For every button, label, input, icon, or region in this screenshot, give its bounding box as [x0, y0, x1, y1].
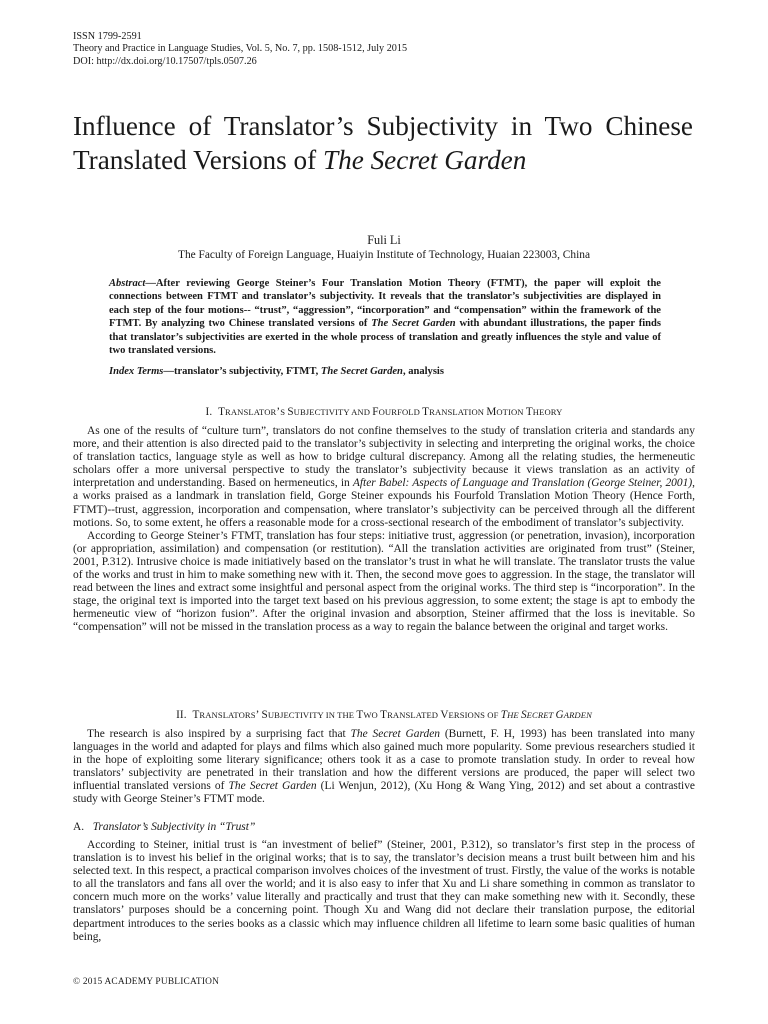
abstract-italic: The Secret Garden [371, 318, 456, 330]
journal-header [73, 31, 407, 68]
paper-page [73, 0, 695, 1024]
section-2-body [73, 728, 695, 807]
paragraph: According to Steiner, initial trust is “an investment of belief” (Steiner, 2001, P.312), so translator’s first step in the process of translation is to invest his belief in the original works; that is to say, the translator’s decision means a trust built between him and his selected text. In this respect, a practical comparison involves choices of the investment of trust. Firstly, the value of the works is notable to all the translators and fans all over the world; and it is also easy to infer that Xu and Li share something in common as translator to concern much more on the works’ value literally and practically and trust that they can make something new with it. Secondly, these translators’ purposes should be a concerning point. Though Xu and Wang did not declare their translation purpose, the editorial department introduces to the series books as a classic which may influence children all lifetime to learn some basic qualities of human being, [73, 839, 695, 943]
abstract-text: —After reviewing George Steiner’s Four Translation Motion Theory (FTMT), the paper will exploit the connections between FTMT and translator’s subjectivity. It reveals that the translator’s subjectivities are displayed in each step of the four motions-- “trust”, “aggression”, “incorporation” and “compensation” within the framework of the FTMT. By analyzing two Chinese translated versions of [109, 278, 661, 330]
index-terms [109, 365, 661, 378]
subsection-a-body [73, 839, 695, 944]
section-2-heading: II. TRANSLATORS’ SUBJECTIVITY IN THE TWO TRANSLATED VERSIONS OF THE SECRET GARDEN [176, 709, 592, 721]
copyright-footer: © 2015 ACADEMY PUBLICATION [73, 977, 220, 987]
doi-link[interactable]: DOI: http://dx.doi.org/10.17507/tpls.0507.26 [73, 55, 257, 67]
title-italic: The Secret Garden [322, 145, 527, 175]
title-main: Influence of Translator’s Subjectivity in Two Chinese Translated Versions of [73, 111, 693, 175]
issn: ISSN 1799-2591 [73, 31, 142, 42]
section-1-body [73, 425, 695, 635]
section-1-heading: I. TRANSLATOR’S SUBJECTIVITY AND FOURFOLD TRANSLATION MOTION THEORY [205, 406, 563, 418]
paper-title [73, 109, 693, 177]
index-terms-italic: The Secret Garden [320, 366, 403, 377]
journal-citation: Theory and Practice in Language Studies, Vol. 5, No. 7, pp. 1508-1512, July 2015 [73, 43, 408, 55]
paragraph: The research is also inspired by a surprising fact that The Secret Garden (Burnett, F. H, 1993) has been translated into many languages in the world and adapted for plays and films which also gained much more popularity. Some previous researchers studied it in the hope of exploiting some literary significance; others took it as a case to promote translation study. In order to reveal how translators’ subjectivity are penetrated in their translation and how the different versions are produced, the paper will select two influential translated versions of The Secret Garden (Li Wenjun, 2012), (Xu Hong & Wang Ying, 2012) and set about a contrastive study with George Steiner’s FTMT mode. [73, 728, 696, 806]
abstract-label: Abstract [109, 278, 146, 289]
author-name: Fuli Li [367, 233, 401, 247]
paragraph: According to George Steiner’s FTMT, translation has four steps: initiative trust, aggression (or penetration, invasion), incorporation (or appropriation, assimilation) and compensation (or restitution). “All the translation activities are originated from trust” (Steiner, 2001, P.312). Intrusive choice is made initiatively based on the translator’s trust in what he will translate. The translator trusts the value of the works and trust in him to make something new with it. Then, the second move goes to aggression. In the stage, the translator will read between the lines and extract some insightful and personal aspect from the original works. The third step is “incorporation”. In the stage, the original text is imported into the target text based on his previous aggression, to some extent; the stage is apt to embody the hermeneutic view of “horizon fusion”. After the original invasion and absorption, Steiner affirmed that the loss is inevitable. So “compensation” will not be missed in the translation process as a way to regain the balance between the original and target works. [73, 529, 695, 634]
author-affiliation: The Faculty of Foreign Language, Huaiyin Institute of Technology, Huaian 223003, China [177, 249, 591, 261]
index-terms-text: —translator’s subjectivity, FTMT, [163, 366, 321, 377]
abstract-text-end: with abundant illustrations, the paper finds that translator’s subjectivities are exerted in the whole process of translation and greatly influences the style and value of two translated versions. [109, 318, 661, 357]
index-terms-text-end: , analysis [402, 366, 444, 377]
abstract [109, 277, 661, 357]
subsection-a-heading: A. Translator’s Subjectivity in “Trust” [73, 821, 256, 833]
index-terms-label: Index Terms [109, 366, 164, 377]
paragraph: As one of the results of “culture turn”, translators do not confine themselves to the study of translation criteria and standards any more, and their attention is also directed paid to the translator’s subjectivity in selecting and interpreting the original works, the choice of translation tactics, language style as well as how to bridge cultural discrepancy. Among all the relating studies, the hermeneutic scholars offer a more universal perspective to study the translator’s subjectivity because it views translation as an activity of interpretation and understanding. Based on hermeneutics, in After Babel: Aspects of Language and Translation (George Steiner, 2001), a works praised as a landmark in translation field, Gorge Steiner expounds his Fourfold Translation Motion Theory (Hence Forth, FTMT)--trust, aggression, incorporation and compensation, where translator’s subjectivity can be perceived through all the different motions. So, to some extent, he offers a reasonable mode for a cross-sectional research of the embodiment of translator’s subjectivity. [73, 425, 695, 529]
